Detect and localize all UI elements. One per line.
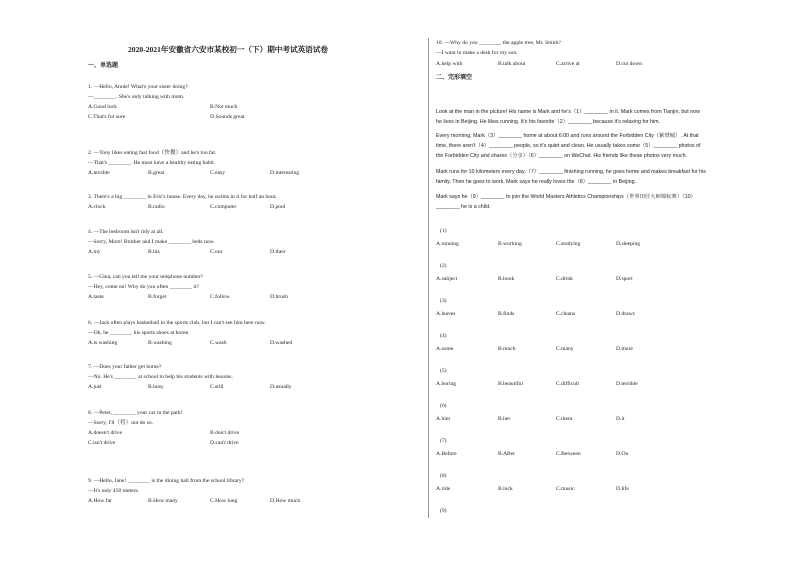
option: C.Between (556, 451, 581, 457)
option: B.beautiful (498, 381, 524, 387)
section-single-choice-heading: 一、单选题 (88, 63, 119, 69)
question-8-line: —Sorry, I'll（将）not do so. (88, 420, 154, 426)
option: A.is washing (88, 340, 118, 346)
option: D.more (616, 346, 633, 352)
question-9-line: —It's only 450 meters. (88, 488, 140, 494)
question-1-options (88, 104, 388, 114)
cloze-question-options (436, 486, 776, 496)
option: A.Good luck (88, 104, 117, 110)
option: C.cleans (556, 311, 576, 317)
option: D.pool (270, 204, 286, 210)
option: A.How far (88, 498, 112, 504)
question-1-line: 1. —Hello, Annie! What's your sister doing? (88, 84, 188, 90)
option: D.How much (270, 498, 301, 504)
option: C.How long (210, 498, 238, 504)
page-title: 2020-2021年安徽省六安市某校初一（下）期中考试英语试卷 (128, 45, 328, 54)
option: A.boring (436, 381, 457, 387)
cloze-paragraph-line: family. Then he goes to work. Mark says he really loves the（8）________ in Beijing. (436, 179, 637, 185)
option: A.taste (88, 294, 104, 300)
option: D.it (616, 416, 625, 422)
option: A.some (436, 346, 454, 352)
option: C.difficult (556, 381, 580, 387)
option: B.much (498, 346, 516, 352)
question-6-options (88, 340, 388, 350)
option: C.isn't drive (88, 440, 116, 446)
question-7-options (88, 384, 388, 394)
question-5-options (88, 294, 388, 304)
cloze-paragraph-line: ________ he is a child. (436, 204, 491, 210)
question-4-line: 4. —The bedroom isn't tidy at all. (88, 229, 164, 235)
option: D.On (616, 451, 629, 457)
question-2-line: 2. —Tony likes eating fast food（快餐）and he's too fat. (88, 150, 217, 156)
question-1-options (88, 114, 388, 124)
cloze-question-number: (1) (440, 228, 447, 234)
question-7-line: 7. —Does your father get home? (88, 364, 162, 370)
option: C.them (556, 416, 573, 422)
option: C.wash (210, 340, 227, 346)
section-cloze-heading: 二、完形填空 (436, 75, 473, 81)
option: C.studying (556, 241, 581, 247)
cloze-paragraph-line: Every morning, Mark（3）________ home at about 6:00 and runs around the Forbidden City（紫禁城）. At that (436, 133, 699, 139)
option: C.many (556, 346, 574, 352)
question-4-options (88, 249, 388, 259)
option: C.music (556, 486, 575, 492)
question-10-options (436, 61, 776, 71)
cloze-question-number: (2) (440, 263, 447, 269)
question-6-line: 6. —Jack often plays basketball in the sports club, but I can't see him here now. (88, 320, 266, 326)
option: D.their (270, 249, 286, 255)
option: B.talk about (498, 61, 526, 67)
cloze-question-options (436, 276, 776, 286)
question-5-line: 5. —Gina, can you tell me your telephone number? (88, 274, 203, 280)
cloze-question-number: (5) (440, 368, 447, 374)
option: C.drink (556, 276, 573, 282)
cloze-question-options (436, 241, 776, 251)
option: C.our (210, 249, 223, 255)
option: A.just (88, 384, 102, 390)
option: B.Not much (210, 104, 238, 110)
option: A.my (88, 249, 101, 255)
cloze-question-number: (6) (440, 403, 447, 409)
option: C.arrive at (556, 61, 580, 67)
option: B.her (498, 416, 511, 422)
option: A.terrible (88, 170, 110, 176)
cloze-question-options (436, 311, 776, 321)
option: D.washed (270, 340, 293, 346)
column-divider (428, 38, 429, 518)
option: A.doesn't drive (88, 430, 122, 436)
option: C.still (210, 384, 224, 390)
option: A.Before (436, 451, 457, 457)
option: A.clock (88, 204, 106, 210)
cloze-question-options (436, 416, 776, 426)
option: A.him (436, 416, 451, 422)
option: A.subject (436, 276, 458, 282)
option: D.sleeping (616, 241, 641, 247)
question-7-line: —No. He's ________ at school to help his students with lessons. (88, 374, 233, 380)
option: D.terrible (616, 381, 638, 387)
cloze-question-number: (7) (440, 438, 447, 444)
option: A.running (436, 241, 459, 247)
question-9-line: 9. —Hello, Jane! ________ is the dining hall from the school library? (88, 478, 245, 484)
cloze-question-options (436, 381, 776, 391)
question-2-options (88, 170, 388, 180)
option: B.radio (148, 204, 165, 210)
option: A.ride (436, 486, 451, 492)
option: D.life (616, 486, 629, 492)
question-9-options (88, 498, 388, 508)
option: D.can't drive (210, 440, 239, 446)
option: B.luck (498, 486, 513, 492)
option: B.great (148, 170, 165, 176)
question-10-line: 10. —Why do you ________ the apple tree, Mr. Smith? (436, 40, 561, 46)
option: D.sport (616, 276, 633, 282)
option: C.follow (210, 294, 230, 300)
option: D.brush (270, 294, 288, 300)
question-8-options (88, 430, 388, 440)
option: B.don't drive (210, 430, 239, 436)
cloze-question-number: (3) (440, 298, 447, 304)
option: A.leaves (436, 311, 456, 317)
option: B.working (498, 241, 522, 247)
option: B.book (498, 276, 515, 282)
cloze-paragraph-line: he lives in Beijing. He likes running. It's his favorite（2）________ because it's relaxing for him. (436, 119, 661, 125)
cloze-question-number: (8) (440, 473, 447, 479)
option: D.draws (616, 311, 635, 317)
option: C.easy (210, 170, 226, 176)
cloze-question-number: (9) (440, 508, 447, 514)
option: B.forget (148, 294, 167, 300)
cloze-paragraph-line: Mark runs for 10 kilometers every day.（7）________ finishing running, he goes home and makes breakfast for his (436, 169, 706, 175)
option: B.How many (148, 498, 178, 504)
option: A.help with (436, 61, 463, 67)
option: D.interesting (270, 170, 300, 176)
cloze-question-options (436, 346, 776, 356)
question-2-line: —That's ________. He must have a healthy eating habit. (88, 160, 216, 166)
option: B.busy (148, 384, 164, 390)
option: B.washing (148, 340, 172, 346)
option: C.That's for sure (88, 114, 126, 120)
question-6-line: —Oh, he ________ his sports shoes at home. (88, 330, 190, 336)
cloze-paragraph-line: Mark says he（9）________ to join the World Masters Athletics Championships（世界田径大师锦标赛）（10） (436, 194, 696, 200)
cloze-paragraph-line: Look at the man in the picture! His name is Mark and he's（1）________ in it. Mark comes from Tianjin, but now (436, 109, 700, 115)
question-8-options (88, 440, 388, 450)
cloze-question-number: (4) (440, 333, 447, 339)
question-8-line: 8. —Peter, ________ your car in the park! (88, 410, 183, 416)
option: B.his (148, 249, 160, 255)
cloze-paragraph-line: time, there aren't（4）________ people, so it's quiet and clean. He usually takes some（5）________ photos of (436, 143, 701, 149)
question-10-line: —I want to make a desk for my son. (436, 50, 518, 56)
option: B.finds (498, 311, 515, 317)
question-3-options (88, 204, 388, 214)
option: D.Sounds great (210, 114, 245, 120)
question-5-line: —Hey, come on! Why do you often ________ it? (88, 284, 199, 290)
option: C.computer (210, 204, 237, 210)
cloze-question-options (436, 451, 776, 461)
question-1-line: —________. She's only talking with mom. (88, 94, 185, 100)
option: D.cut down (616, 61, 643, 67)
cloze-paragraph-line: the Forbidden City and shares（分享）（6）________ on WeChat. His friends like these photos very much. (436, 153, 688, 159)
option: D.usually (270, 384, 292, 390)
question-4-line: —Sorry, Mom! Brother and I make ________ beds now. (88, 239, 215, 245)
option: B.After (498, 451, 515, 457)
question-3-line: 3. There's a big ________ in Eric's house. Every day, he swims in it for half an hour. (88, 194, 277, 200)
